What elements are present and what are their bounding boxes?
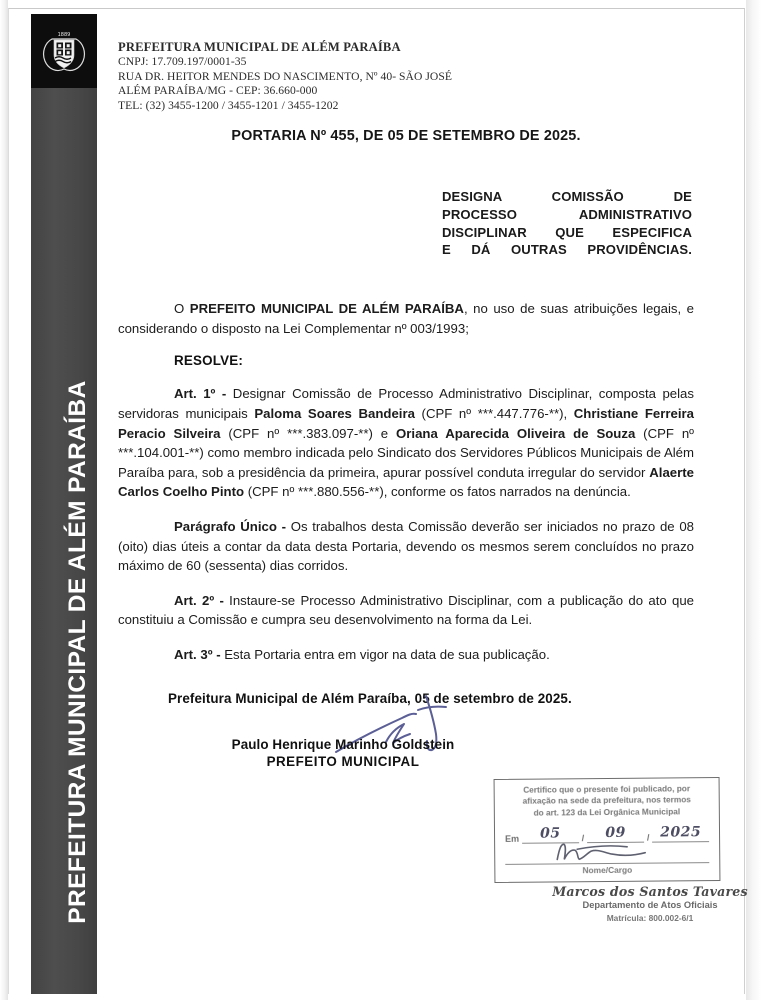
stamp-day-value: 05: [522, 825, 579, 843]
signature-block: [118, 736, 568, 770]
registrar-name: Marcos dos Santos Tavares: [552, 884, 748, 899]
ementa-line-1: DESIGNA COMISSÃO DE: [442, 189, 692, 204]
stamp-line-1: Certifico que o presente foi publicado, por: [523, 783, 691, 795]
resolve-label: RESOLVE:: [174, 353, 244, 369]
stamp-date-separator-1: /: [581, 833, 585, 844]
page-title: PORTARIA Nº 455, DE 05 DE SETEMBRO DE 2025.: [231, 128, 581, 144]
stamp-line-3: do art. 123 da Lei Orgânica Municipal: [533, 806, 681, 818]
article-1-paragraph: [118, 384, 694, 502]
stamp-month-value: 09: [587, 825, 644, 843]
stamp-handwritten-signature: [553, 839, 663, 866]
document-body: [118, 128, 694, 706]
stamp-year-value: 2025: [652, 824, 709, 842]
paragrafo-unico-paragraph: [118, 517, 694, 576]
article-3-text: Esta Portaria entra em vigor na data de sua publicação.: [224, 646, 550, 662]
accused-name: Alaerte Carlos Coelho Pinto: [118, 464, 694, 500]
article-2-label: Art. 2º -: [174, 592, 230, 608]
publication-stamp: [494, 777, 721, 883]
member-name-2: Christiane Ferreira Peracio Silveira: [118, 405, 694, 441]
paragrafo-unico-label: Parágrafo Único -: [174, 518, 291, 534]
ementa-line-4: E DÁ OUTRAS PROVIDÊNCIAS.: [442, 242, 692, 258]
letterhead: [118, 40, 678, 113]
preamble-lead: O: [174, 301, 190, 317]
member-cpf-3: (CPF nº ***.104.001-**): [118, 425, 694, 461]
letterhead-city-cep: ALÉM PARAÍBA/MG - CEP: 36.660-000: [118, 84, 318, 98]
article-1-text-2: como membro indicada pelo Sindicato dos Servidores Públicos Municipais de Além Paraíba para, sob a presidência da primeira, apurar possível conduta irregular do servidor: [118, 445, 694, 480]
article-1-text-3: conforme os fatos narrados na denúncia.: [391, 484, 631, 500]
ementa-line-3: DISCIPLINAR QUE ESPECIFICA: [442, 224, 692, 240]
member-name-1: Paloma Soares Bandeira: [254, 405, 415, 421]
letterhead-address: RUA DR. HEITOR MENDES DO NASCIMENTO, Nº 40- SÃO JOSÉ: [118, 69, 452, 83]
stamp-date-separator-2: /: [646, 832, 650, 843]
registrar-department: Departamento de Atos Oficiais: [582, 900, 718, 910]
article-1-text-1: Designar Comissão de Processo Administrativo Disciplinar, composta pelas servidoras municipais: [118, 386, 694, 421]
member-cpf-1: (CPF nº ***.447.776-**),: [414, 405, 574, 421]
article-2-text: Instaure-se Processo Administrativo Disciplinar, com a publicação do ato que constituiu a Comissão e cumpra seu desenvolvimento na forma da Lei.: [118, 592, 694, 628]
page-edge-shadow-right: [746, 0, 761, 1000]
stamp-certification-text: [503, 783, 711, 819]
page-edge-shadow-left: [0, 0, 8, 1000]
article-1-label: Art. 1º -: [174, 386, 233, 402]
svg-text:1889: 1889: [57, 32, 71, 38]
article-3-paragraph: [118, 645, 694, 665]
preamble-authority: PREFEITO MUNICIPAL DE ALÉM PARAÍBA: [189, 301, 464, 317]
brand-band-label: PREFEITURA MUNICIPAL DE ALÉM PARAÍBA: [64, 380, 91, 924]
stamp-line-2: afixação na sede da prefeitura, nos termos: [522, 794, 691, 807]
ementa-line-2: PROCESSO ADMINISTRATIVO: [442, 206, 692, 222]
signatory-name: Paulo Henrique Marinho Goldstein: [231, 737, 455, 752]
registrar-block: [540, 884, 760, 924]
letterhead-entity: PREFEITURA MUNICIPAL DE ALÉM PARAÍBA: [118, 40, 401, 54]
letterhead-phones: TEL: (32) 3455-1200 / 3455-1201 / 3455-1202: [118, 98, 339, 112]
preamble-paragraph: [118, 299, 694, 338]
accused-cpf: (CPF nº ***.880.556-**),: [244, 484, 392, 500]
stamp-signature-label: Nome/Cargo: [582, 864, 633, 876]
stamp-date-label: Em: [505, 833, 520, 844]
article-3-label: Art. 3º -: [174, 646, 225, 662]
vertical-brand-band: [31, 88, 97, 994]
signatory-role: PREFEITO MUNICIPAL: [266, 754, 420, 769]
registrar-registration: Matrícula: 800.002-6/1: [606, 913, 694, 923]
member-name-3: Oriana Aparecida Oliveira de Souza: [396, 425, 636, 441]
ementa-summary: [442, 188, 692, 259]
letterhead-cnpj: CNPJ: 17.709.197/0001-35: [118, 55, 247, 68]
article-2-paragraph: [118, 591, 694, 630]
closing-line: Prefeitura Municipal de Além Paraíba, 05 de setembro de 2025.: [168, 690, 572, 706]
paragrafo-unico-text: Os trabalhos desta Comissão deverão ser iniciados no prazo de 08 (oito) dias úteis a contar da data desta Portaria, devendo os mesmos serem concluídos no prazo máximo de 60 (sessenta) dias corridos.: [118, 518, 694, 574]
coat-of-arms-icon: [31, 14, 97, 92]
member-cpf-2: (CPF nº ***.383.097-**) e: [220, 425, 397, 441]
preamble-rest: , no uso de suas atribuições legais, e considerando o disposto na Lei Complementar nº 003/1993;: [118, 301, 695, 336]
